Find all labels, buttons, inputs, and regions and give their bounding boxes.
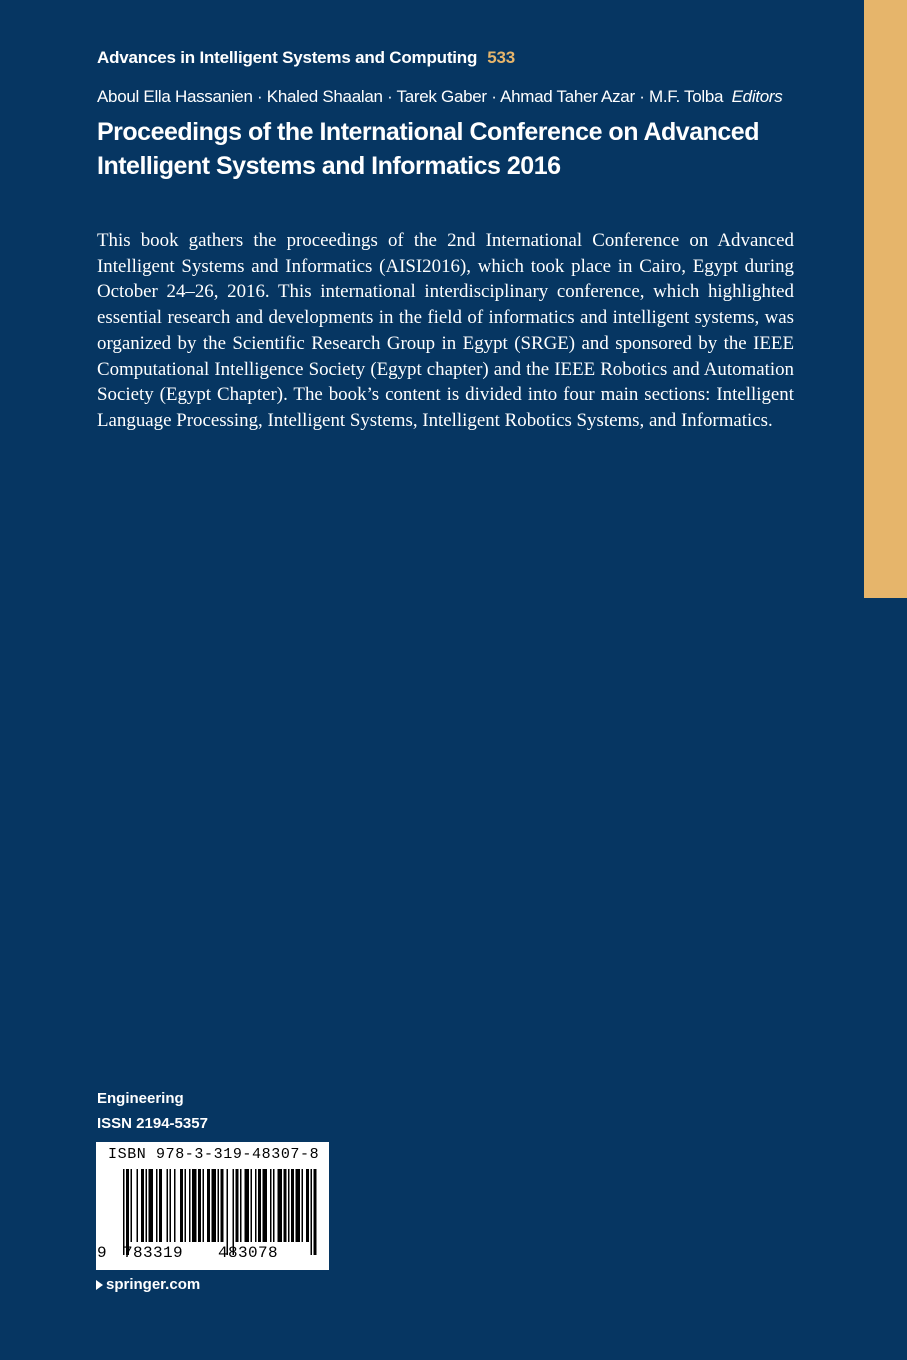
barcode-bar bbox=[278, 1169, 283, 1242]
barcode-bar bbox=[156, 1169, 158, 1242]
editor-names: Aboul Ella Hassanien · Khaled Shaalan · Tarek Gaber · Ahmad Taher Azar · M.F. Tolba bbox=[97, 87, 724, 106]
barcode-bar bbox=[263, 1169, 268, 1242]
barcode-bar bbox=[146, 1169, 148, 1242]
isbn-barcode bbox=[96, 1142, 329, 1270]
barcode-bar bbox=[227, 1169, 229, 1255]
barcode-digits-right: 483078 bbox=[218, 1244, 279, 1262]
barcode-bar bbox=[203, 1169, 205, 1242]
barcode-bar bbox=[288, 1169, 290, 1242]
barcode-bar bbox=[258, 1169, 261, 1242]
barcode-bar bbox=[296, 1169, 301, 1242]
barcode-bar bbox=[207, 1169, 210, 1242]
editors-line bbox=[97, 87, 817, 107]
barcode-bar bbox=[192, 1169, 197, 1242]
barcode-bar bbox=[123, 1169, 125, 1255]
editors-role: Editors bbox=[731, 87, 783, 106]
barcode-bar bbox=[251, 1169, 253, 1242]
barcode-bar bbox=[302, 1169, 304, 1242]
barcode-bar bbox=[311, 1169, 313, 1255]
barcode-digits-left: 783319 bbox=[123, 1244, 184, 1262]
barcode-bar bbox=[185, 1169, 187, 1242]
barcode-bar bbox=[255, 1169, 257, 1242]
barcode-bar bbox=[137, 1169, 139, 1242]
barcode-bar bbox=[284, 1169, 287, 1242]
barcode-bar bbox=[126, 1169, 129, 1255]
series-title bbox=[97, 48, 817, 68]
book-description: This book gathers the proceedings of the 2nd International Conference on Advanced Intelligent Systems and Informatics (AISI2016), which took place in Cairo, Egypt during October 24–26, 2016. This international interdisciplinary conference, which highlighted essential research and developments in the field of informatics and intelligent systems, was organized by the Scientific Research Group in Egypt (SRGE) and sponsored by the IEEE Computational Intelligence Society (Egypt chapter) and the IEEE Robotics and Automation Society (Egypt Chapter). The book’s content is divided into four main sections: Intelligent Language Processing, Intelligent Systems, Intelligent Robotics Systems, and Informatics. bbox=[97, 230, 794, 431]
subject-category: Engineering bbox=[97, 1090, 184, 1107]
barcode-bar bbox=[291, 1169, 294, 1242]
barcode-bar bbox=[174, 1169, 176, 1242]
barcode-bar bbox=[240, 1169, 242, 1242]
series-name: Advances in Intelligent Systems and Computing bbox=[97, 48, 478, 67]
barcode-bar bbox=[167, 1169, 169, 1242]
issn-number: ISSN 2194-5357 bbox=[97, 1115, 208, 1132]
barcode-bar bbox=[236, 1169, 239, 1242]
book-title-line-2: Intelligent Systems and Informatics 2016 bbox=[97, 152, 561, 180]
series-volume: 533 bbox=[487, 48, 515, 67]
triangle-arrow-icon bbox=[96, 1280, 103, 1290]
publisher-link[interactable] bbox=[96, 1276, 200, 1293]
barcode-bar bbox=[189, 1169, 191, 1242]
publisher-url: springer.com bbox=[106, 1276, 201, 1293]
barcode-bar bbox=[270, 1169, 272, 1242]
barcode-bar bbox=[170, 1169, 172, 1242]
barcode-bar bbox=[306, 1169, 309, 1242]
barcode-bar bbox=[233, 1169, 235, 1255]
isbn-label: ISBN 978-3-319-48307-8 bbox=[108, 1146, 320, 1163]
barcode-bar bbox=[180, 1169, 183, 1242]
barcode-bar bbox=[159, 1169, 162, 1242]
barcode-bar bbox=[221, 1169, 224, 1242]
barcode-bar bbox=[141, 1169, 144, 1242]
barcode-bar bbox=[198, 1169, 201, 1242]
barcode-bar bbox=[212, 1169, 217, 1242]
barcode-bar bbox=[149, 1169, 154, 1242]
barcode-bar bbox=[314, 1169, 317, 1255]
barcode-bar bbox=[245, 1169, 250, 1242]
accent-stripe bbox=[864, 0, 907, 598]
barcode-bar bbox=[131, 1169, 133, 1242]
book-title bbox=[97, 115, 837, 183]
book-title-line-1: Proceedings of the International Conference on Advanced bbox=[97, 118, 759, 146]
barcode-first-digit: 9 bbox=[97, 1244, 108, 1262]
barcode-bar bbox=[218, 1169, 220, 1242]
barcode-bar bbox=[273, 1169, 275, 1242]
